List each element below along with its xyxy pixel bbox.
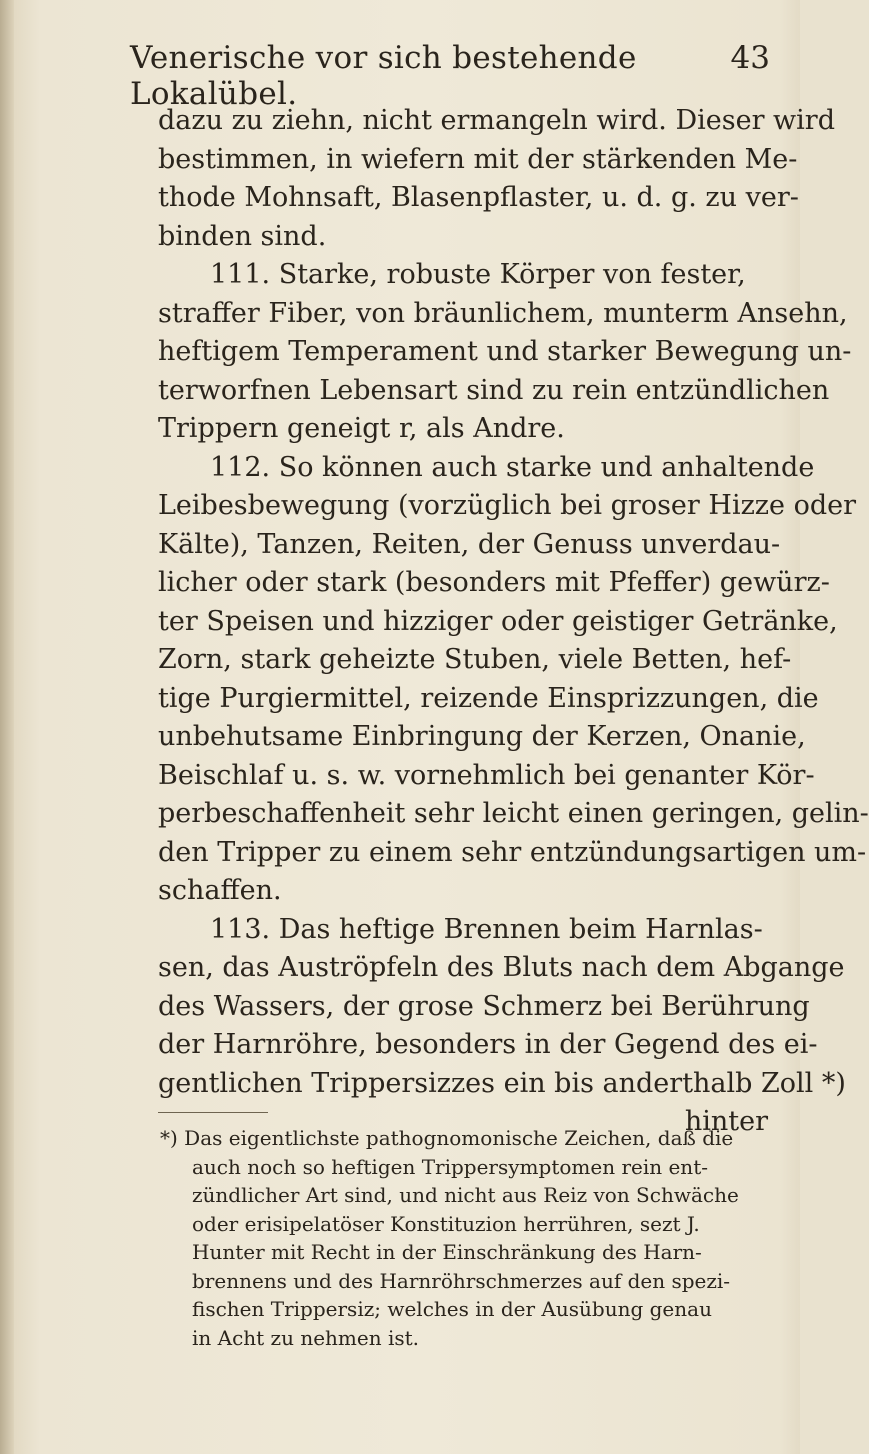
- text-line: tige Purgiermittel, reizende Einsprizzungen, die: [158, 682, 819, 714]
- footnote-line: in Acht zu nehmen ist.: [192, 1325, 420, 1350]
- text-line: binden sind.: [158, 220, 327, 252]
- text-line: Zorn, stark geheizte Stuben, viele Betten, hef-: [158, 644, 792, 675]
- footnote-divider: [158, 1112, 268, 1113]
- text-line: ter Speisen und hizziger oder geistiger Getränke,: [158, 605, 838, 637]
- catchword: hinter: [684, 1106, 768, 1137]
- text-line: perbeschaffenheit sehr leicht einen geringen, gelin-: [158, 798, 869, 829]
- text-line: der Harnröhre, besonders in der Gegend des ei-: [158, 1029, 818, 1060]
- footnote-line: oder erisipelatöser Konstituzion herrühren, sezt J.: [192, 1211, 700, 1236]
- text-line: Kälte), Tanzen, Reiten, der Genuss unverdau-: [158, 528, 781, 560]
- text-line: terworfnen Lebensart sind zu rein entzündlichen: [158, 374, 830, 406]
- text-line: Leibesbewegung (vorzüglich bei groser Hizze oder: [158, 490, 857, 521]
- text-line: thode Mohnsaft, Blasenpflaster, u. d. g. zu ver-: [158, 182, 799, 213]
- text-line: schaffen.: [158, 875, 282, 906]
- text-line: licher oder stark (besonders mit Pfeffer) gewürz-: [158, 567, 830, 598]
- footnote-line: auch noch so heftigen Trippersymptomen rein ent-: [192, 1154, 708, 1179]
- text-line: den Tripper zu einem sehr entzündungsartigen um-: [158, 836, 867, 868]
- text-line: Trippern geneigt r, als Andre.: [158, 413, 565, 444]
- paragraph-111-start: 111. Starke, robuste Körper von fester,: [210, 259, 746, 290]
- text-line: straffer Fiber, von bräunlichem, munterm Ansehn,: [158, 297, 848, 329]
- text-line: heftigem Temperament und starker Bewegung un-: [158, 336, 852, 367]
- text-line: dazu zu ziehn, nicht ermangeln wird. Dieser wird: [158, 105, 835, 136]
- page-number: 43: [730, 40, 770, 76]
- running-head: Venerische vor sich bestehende Lokalübel.: [130, 40, 637, 112]
- main-text: [158, 102, 869, 1142]
- text-line: unbehutsame Einbringung der Kerzen, Onanie,: [158, 721, 806, 752]
- paragraph-113-start: 113. Das heftige Brennen beim Harnlas-: [210, 913, 763, 945]
- text-line: bestimmen, in wiefern mit der stärkenden Me-: [158, 143, 798, 175]
- footnote-line: Hunter mit Recht in der Einschränkung des Harn-: [192, 1240, 702, 1264]
- footnote-line: zündlicher Art sind, und nicht aus Reiz von Schwäche: [192, 1183, 739, 1207]
- text-line: sen, das Auströpfeln des Bluts nach dem Abgange: [158, 952, 845, 983]
- footnote-line: *) Das eigentlichste pathognomonische Zeichen, daß die: [160, 1126, 734, 1150]
- page-header: [130, 40, 770, 112]
- text-line: Beischlaf u. s. w. vornehmlich bei genanter Kör-: [158, 759, 815, 791]
- page-gutter: [0, 0, 14, 1454]
- footnote: [160, 1124, 772, 1352]
- footnote-line: fischen Trippersiz; welches in der Ausübung genau: [192, 1297, 712, 1321]
- paragraph-112-start: 112. So können auch starke und anhaltende: [210, 451, 815, 483]
- footnote-line: brennens und des Harnröhrschmerzes auf den spezi-: [192, 1268, 731, 1293]
- text-line: des Wassers, der grose Schmerz bei Berührung: [158, 990, 810, 1022]
- text-line: gentlichen Trippersizzes ein bis anderthalb Zoll *): [158, 1067, 846, 1099]
